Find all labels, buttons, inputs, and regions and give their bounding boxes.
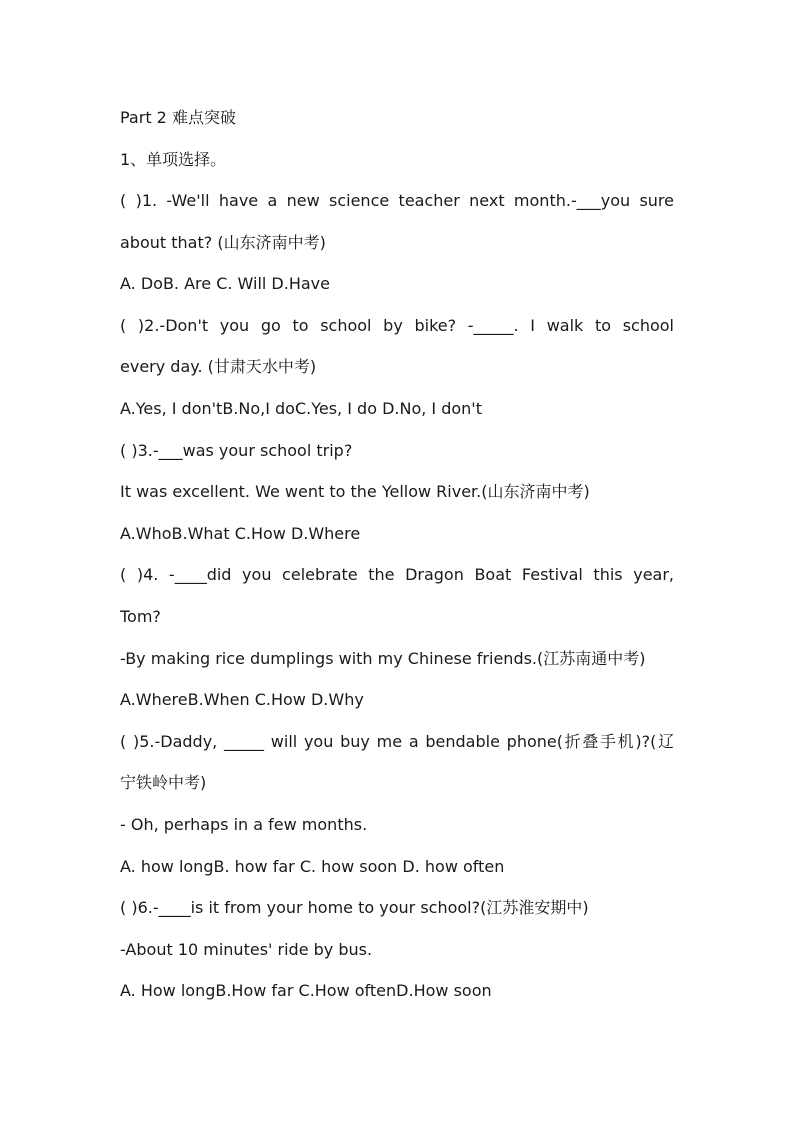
question-4-options: A.WhereB.When C.How D.Why [120, 690, 364, 709]
question-6-line-2: -About 10 minutes' ride by bus. [120, 940, 373, 959]
question-5-line-3: - Oh, perhaps in a few months. [120, 815, 368, 834]
section-title: Part 2 难点突破 [120, 108, 236, 127]
question-3-line-1: ( )3.-___was your school trip? [120, 441, 353, 460]
question-6-line-1: ( )6.-____is it from your home to your school?(江苏淮安期中) [120, 898, 589, 917]
question-2-options: A.Yes, I don'tB.No,I doC.Yes, I do D.No, I don't [120, 399, 482, 418]
question-6-options: A. How longB.How far C.How oftenD.How soon [120, 981, 492, 1000]
question-4-line-3: -By making rice dumplings with my Chinese friends.(江苏南通中考) [120, 649, 646, 668]
question-1-options: A. DoB. Are C. Will D.Have [120, 274, 330, 293]
question-5-line-1: ( )5.-Daddy, _____ will you buy me a bendable phone(折叠手机)?(辽 [120, 732, 674, 751]
question-1-line-1: ( )1. -We'll have a new science teacher next month.-___you sure [120, 191, 674, 210]
question-5-line-2: 宁铁岭中考) [120, 773, 207, 792]
question-5-options: A. how longB. how far C. how soon D. how often [120, 857, 505, 876]
question-3-options: A.WhoB.What C.How D.Where [120, 524, 361, 543]
question-4-line-2: Tom? [120, 607, 161, 626]
question-3-line-2: It was excellent. We went to the Yellow River.(山东济南中考) [120, 482, 590, 501]
question-2-line-2: every day. (甘肃天水中考) [120, 357, 317, 376]
question-2-line-1: ( )2.-Don't you go to school by bike? -_____. I walk to school [120, 316, 674, 335]
question-1-line-2: about that? (山东济南中考) [120, 233, 326, 252]
exercise-heading: 1、单项选择。 [120, 150, 227, 169]
question-4-line-1: ( )4. -____did you celebrate the Dragon Boat Festival this year, [120, 565, 674, 584]
